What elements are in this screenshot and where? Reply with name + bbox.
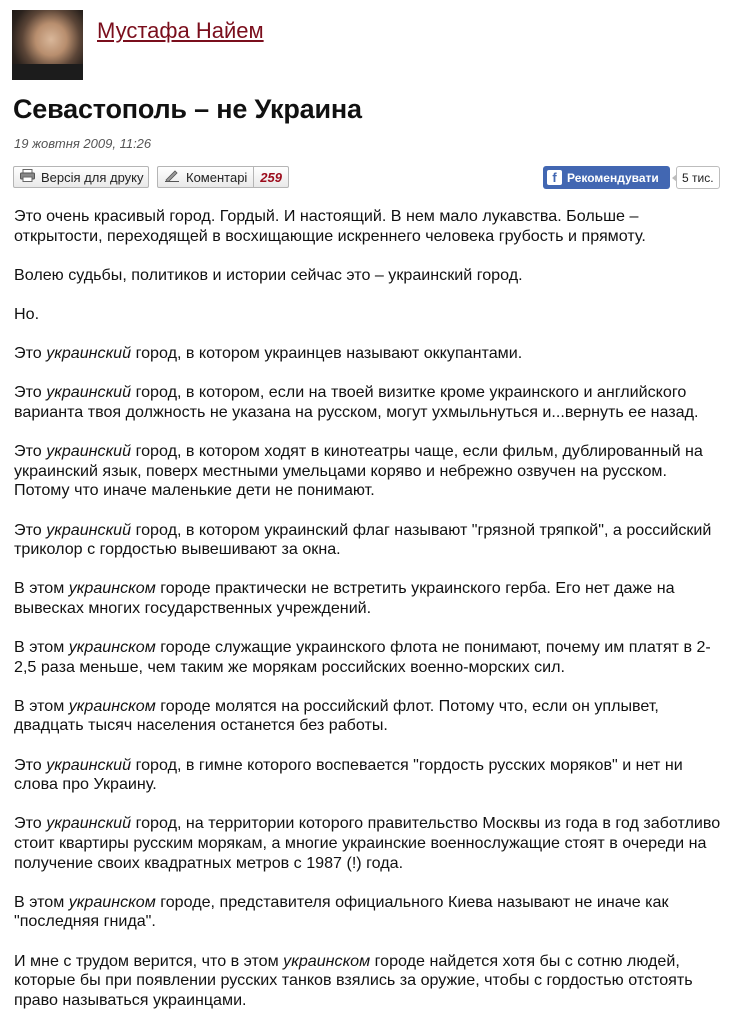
- author-block: [12, 10, 264, 80]
- article-title: Севастополь – не Украина: [13, 94, 362, 124]
- facebook-recommend-label: Рекомендувати: [567, 170, 659, 185]
- paragraph-text: Это: [14, 442, 47, 461]
- paragraph-text: город, в котором ходят в кинотеатры чаще, если фильм, дублированный на украинский язык, поверх местными умельцами коряво и небрежно озвучен на русском. Потому что иначе маленькие дети не понимают.: [14, 442, 703, 500]
- paragraph-1: Это очень красивый город. Гордый. И настоящий. В нем мало лукавства. Больше – открытости, переходящей в восхищающие искреннего человека грубость и прямоту.: [14, 207, 646, 245]
- paragraph-2: Волею судьбы, политиков и истории сейчас это – украинский город.: [14, 265, 523, 284]
- facebook-recommend-count: 5 тис.: [676, 166, 720, 189]
- paragraph-text: город, на территории которого правительство Москвы из года в год заботливо стоит квартиры русским морякам, а многие украинские военнослужащие стоят в очереди на получение своих квадратных метров с 1987 (!) года.: [14, 814, 721, 872]
- facebook-recommend-button[interactable]: [543, 166, 670, 189]
- author-avatar[interactable]: [12, 10, 83, 80]
- paragraph-8: [14, 579, 722, 618]
- paragraph-text: В этом: [14, 892, 69, 911]
- facebook-icon: f: [547, 170, 562, 185]
- paragraph-text: городе молятся на российский флот. Потому что, если он уплывет, двадцать тысяч населения останется без работы.: [14, 696, 659, 735]
- emphasis: украинском: [68, 579, 156, 598]
- paragraph-text: Это: [14, 520, 47, 539]
- paragraph-9: [14, 638, 722, 677]
- paragraph-10: [14, 697, 722, 736]
- emphasis: украинский: [46, 814, 132, 833]
- paragraph-text: В этом: [14, 696, 69, 715]
- emphasis: украинском: [68, 638, 156, 657]
- article-date: 19 жовтня 2009, 11:26: [14, 136, 152, 151]
- paragraph-14: [14, 952, 722, 1011]
- emphasis: украинском: [283, 951, 371, 970]
- paragraph-13: [14, 893, 722, 932]
- paragraph-text: городе практически не встретить украинского герба. Его нет даже на вывесках многих государственных учреждений.: [14, 579, 675, 617]
- printer-icon: [20, 169, 35, 185]
- paragraph-11: [14, 756, 722, 795]
- emphasis: украинский: [46, 755, 132, 774]
- paragraph-text: И мне с трудом верится, что в этом: [14, 951, 284, 970]
- comments-label: Коментарі: [186, 169, 248, 185]
- article-body: [14, 207, 722, 1030]
- pencil-icon: [164, 169, 180, 185]
- paragraph-text: город, в котором украинцев называют оккупантами.: [131, 344, 523, 363]
- print-version-button[interactable]: [13, 166, 149, 188]
- print-version-label: Версія для друку: [41, 169, 144, 185]
- paragraph-4: [14, 344, 722, 364]
- paragraph-text: Это: [14, 383, 47, 402]
- comments-count: 259: [253, 167, 288, 187]
- paragraph-text: Это: [14, 755, 47, 774]
- emphasis: украинском: [68, 696, 156, 715]
- paragraph-text: Это: [14, 344, 47, 363]
- emphasis: украинский: [46, 442, 132, 461]
- paragraph-text: Это: [14, 814, 47, 833]
- paragraph-5: [14, 383, 722, 422]
- paragraph-text: В этом: [14, 579, 69, 598]
- comments-button[interactable]: [157, 166, 289, 188]
- avatar-shirt: [12, 64, 83, 80]
- paragraph-text: городе найдется хотя бы с сотню людей, которые бы при появлении русских танков взялись за оружие, чтобы с гордостью отстоять право называться украинцами.: [14, 951, 693, 1009]
- paragraph-text: город, в гимне которого воспевается "гордость русских моряков" и нет ни слова про Украину.: [14, 755, 683, 794]
- paragraph-text: В этом: [14, 638, 69, 657]
- paragraph-12: [14, 814, 722, 873]
- paragraph-3: Но.: [14, 304, 40, 323]
- paragraph-text: город, в котором, если на твоей визитке кроме украинского и английского варианта твоя должность не указана на русском, могут ухмыльнуться и...вернуть ее назад.: [14, 383, 699, 421]
- emphasis: украинский: [46, 344, 132, 363]
- paragraph-text: городе служащие украинского флота не понимают, почему им платят в 2-2,5 раза меньше, чем таким же морякам российских военно-морских сил.: [14, 638, 711, 676]
- paragraph-7: [14, 521, 722, 560]
- paragraph-text: городе, представителя официального Киева называют не иначе как "последняя гнида".: [14, 892, 669, 931]
- paragraph-text: город, в котором украинский флаг называют "грязной тряпкой", а российский триколор с гордостью вывешивают за окна.: [14, 520, 712, 559]
- author-name-link[interactable]: Мустафа Найем: [97, 18, 264, 43]
- emphasis: украинский: [46, 383, 132, 402]
- emphasis: украинском: [68, 892, 156, 911]
- emphasis: украинский: [46, 520, 132, 539]
- paragraph-6: [14, 442, 722, 501]
